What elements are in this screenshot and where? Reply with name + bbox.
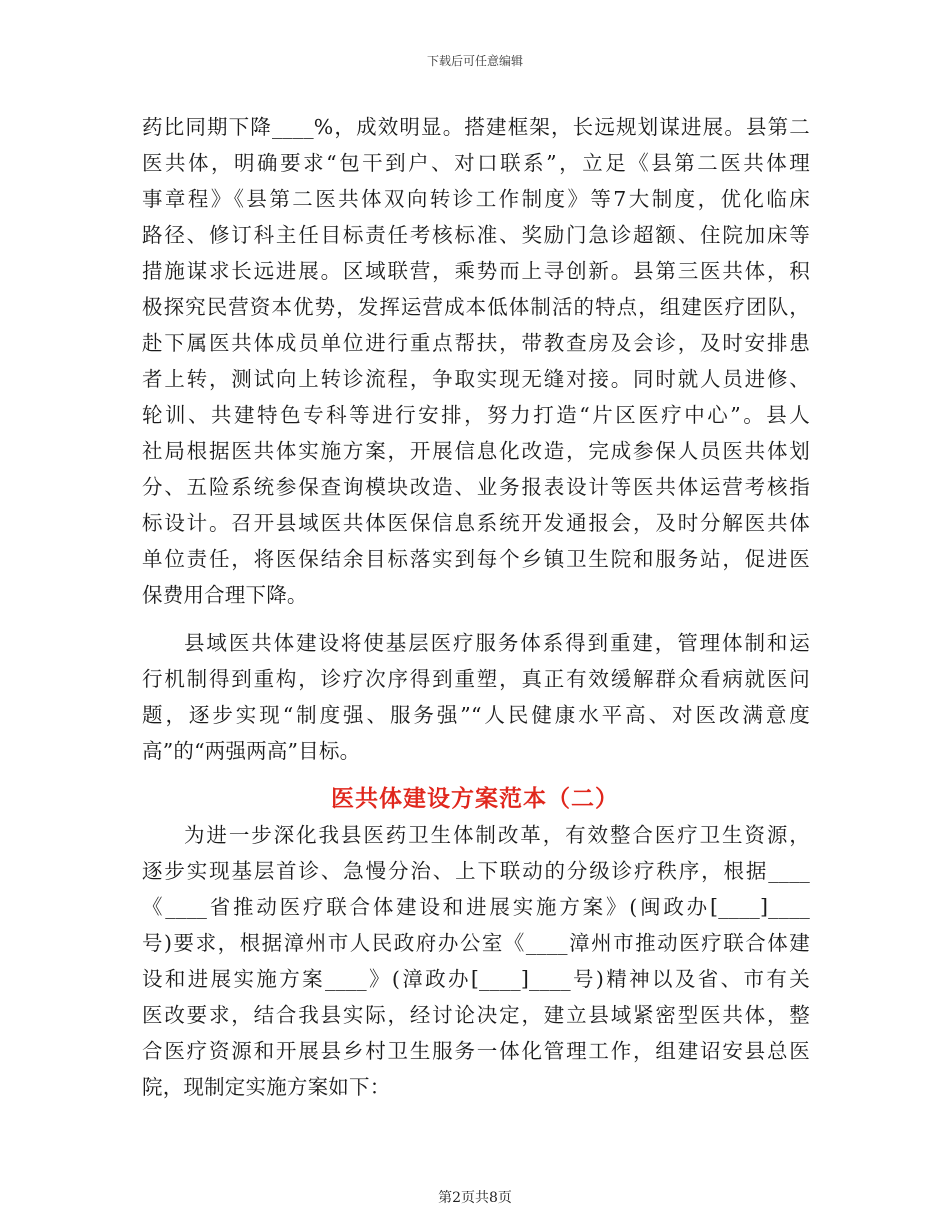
paragraph-line: 事章程》《县第二医共体双向转诊工作制度》等7大制度，优化临床	[142, 187, 810, 211]
paragraph-line: 路径、修订科主任目标责任考核标准、奖励门急诊超额、住院加床等	[142, 223, 810, 247]
paragraph-line: 保费用合理下降。	[142, 583, 308, 607]
section-title: 医共体建设方案范本（二）	[331, 785, 619, 812]
paragraph-line: 标设计。召开县域医共体医保信息系统开发通报会，及时分解医共体	[142, 511, 810, 535]
paragraph-line: 赴下属医共体成员单位进行重点帮扶，带教查房及会诊，及时安排患	[142, 331, 810, 355]
paragraph-line: 县域医共体建设将使基层医疗服务体系得到重建，管理体制和运	[184, 631, 810, 655]
paragraph-line: 医共体，明确要求“包干到户、对口联系”，立足《县第二医共体理	[142, 151, 810, 175]
paragraph-line: 号)要求，根据漳州市人民政府办公室《____漳州市推动医疗联合体建	[142, 931, 810, 955]
paragraph-line: 措施谋求长远进展。区域联营，乘势而上寻创新。县第三医共体，积	[142, 259, 810, 283]
paragraph-line: 院，现制定实施方案如下：	[142, 1075, 391, 1099]
paragraph-line: 设和进展实施方案____》(漳政办[____]____号)精神以及省、市有关	[142, 967, 810, 991]
paragraph-line: 《____省推动医疗联合体建设和进展实施方案》(闽政办[____]____	[142, 895, 810, 919]
paragraph-line: 题，逐步实现“制度强、服务强”“人民健康水平高、对医改满意度	[142, 703, 810, 727]
paragraph-line: 逐步实现基层首诊、急慢分治、上下联动的分级诊疗秩序，根据____	[142, 859, 810, 883]
paragraph-line: 轮训、共建特色专科等进行安排，努力打造“片区医疗中心”。县人	[142, 403, 810, 427]
paragraph-line: 药比同期下降____%，成效明显。搭建框架，长远规划谋进展。县第二	[142, 115, 810, 139]
paragraph-line: 极探究民营资本优势，发挥运营成本低体制活的特点，组建医疗团队，	[142, 295, 810, 319]
paragraph-line: 医改要求，结合我县实际，经讨论决定，建立县域紧密型医共体，整	[142, 1003, 810, 1027]
paragraph-line: 高”的“两强两高”目标。	[142, 739, 361, 763]
paragraph-line: 者上转，测试向上转诊流程，争取实现无缝对接。同时就人员进修、	[142, 367, 810, 391]
page-header: 下载后可任意编辑	[426, 54, 523, 68]
paragraph-line: 社局根据医共体实施方案，开展信息化改造，完成参保人员医共体划	[142, 439, 810, 463]
paragraph-line: 合医疗资源和开展县乡村卫生服务一体化管理工作，组建诏安县总医	[142, 1039, 810, 1063]
page-footer: 第2页共8页	[438, 1190, 512, 1206]
paragraph-line: 行机制得到重构，诊疗次序得到重塑，真正有效缓解群众看病就医问	[142, 667, 810, 691]
paragraph-line: 分、五险系统参保查询模块改造、业务报表设计等医共体运营考核指	[142, 475, 810, 499]
paragraph-line: 单位责任，将医保结余目标落实到每个乡镇卫生院和服务站，促进医	[142, 547, 810, 571]
paragraph-line: 为进一步深化我县医药卫生体制改革，有效整合医疗卫生资源，	[184, 823, 810, 847]
